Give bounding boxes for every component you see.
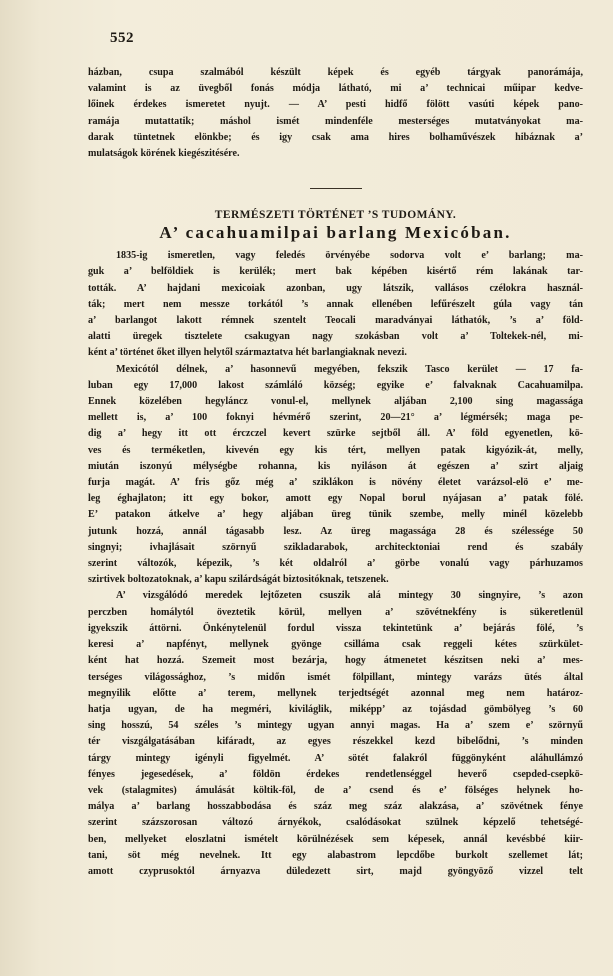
paragraph-1: [88, 248, 583, 361]
text-line: ramája mutattatik; máshol ismét mindenféle mesterséges mutatványokat ma-: [88, 115, 583, 127]
text-line: szirtivek boltozatoknak, a’ kapu szilárdságát biztositóknak, tetszenek.: [88, 574, 389, 586]
text-line: vek (stalagmites) ámulását költik-föl, de a’ csend és e’ fölséges helynek ho-: [88, 784, 583, 796]
text-line: ként hat hozzá. Szemeit most bezárja, hogy átmenetet készitsen neki a’ mes-: [88, 655, 583, 667]
text-line: málya a’ barlang hosszabbodása és száz meg száz alakzása, a’ szövétnek fénye: [88, 801, 583, 813]
text-line: szerint százszorosan változó árnyékok, csalódásokat szülnek képzelő tehetségé-: [88, 817, 583, 829]
text-line: házban, csupa szalmából készült képek és egyéb tárgyak panorámája,: [88, 67, 583, 78]
text-line: ták; mert nem messze torkától ’s annak ellenében lefűrészelt gúla vagy tán: [88, 298, 583, 310]
text-line: ben, mellyeket eloszlatni ismételt körülnézések sem képesek, annál kevésbbé kiir-: [88, 833, 583, 845]
text-line: furja magát. A’ fris gőz még a’ sziklákon is növény életet varázsol-elö e’ me-: [88, 477, 583, 489]
page-number: 552: [110, 30, 134, 46]
text-line: dig a’ hegy itt ott érczczel kevert szürke sejtből áll. A’ föld egyenetlen, kö-: [88, 428, 583, 440]
text-line: igyekszik áttörni. Önkénytelenül fordul vissza tekintetünk a’ bejárás fölé, ’s: [88, 622, 583, 634]
text-line: guk a’ belföldiek is kerülék; mert bak képében kisértő rém lakának tar-: [88, 266, 583, 278]
text-line: a’ barlangot lakott rémnek szentelt Teocali maradványai láthatók, ’s a’ föld-: [88, 315, 583, 327]
text-line: tani, söt még nevelnek. Itt egy alabastrom lepcdőbe burkolt szellemet lát;: [88, 849, 583, 861]
article-title: A’ cacahuamilpai barlang Mexicóban.: [159, 223, 512, 243]
text-line: szerint változók, képezik, ’s két oldalról a’ görbe vonalú vagy párhuzamos: [88, 558, 583, 570]
section-title: TERMÉSZETI TÖRTÉNET ’S TUDOMÁNY.: [214, 209, 457, 222]
text-line: ként a’ történet őket illyen helytől származtatva hét barlangiaknak nevezi.: [88, 347, 407, 359]
text-line: singnyi; ivhajlásait szörnyű szikladarabok, architecktoniai rend és szabály: [88, 541, 583, 553]
text-line: leg éghajlaton; itt egy bokor, amott egy Nopal borul nyájasan a’ patak fölé.: [88, 493, 583, 505]
text-line: sing hosszú, 54 széles ’s mintegy ugyan annyi magas. Ha a’ szem e’ szörnyű: [88, 720, 583, 732]
section-divider: [310, 188, 362, 189]
intro-paragraph: [88, 65, 583, 162]
text-line: keresi a’ napfényt, mellynek gyönge csilláma csak reggeli kétes szürkület-: [88, 639, 583, 651]
text-line: terséges világossághoz, ’s midőn ismét fölpillant, mintegy varázs ütés által: [88, 671, 583, 683]
text-line: Ennek közelében hegyláncz vonul-el, mellynek aljában 2,100 sing magassága: [88, 396, 583, 408]
text-line: tér viszgálgatásában kifáradt, az egyes részekkel kezd bibelődni, ’s minden: [88, 736, 583, 748]
text-line: tották. A’ hajdani mexicoiak azonban, ugy látszik, vallásos czélokra használ-: [88, 282, 583, 294]
text-line: perczben homálytól öveztetik körül, mellyen a’ szövétnekfény is sükeretlenül: [88, 606, 583, 618]
text-line: fényes jegesedések, a’ földön érdekes rendetlenséggel heverő csepded-csepkö-: [88, 768, 583, 780]
text-line: megnyilik előtte a’ terem, mellynek terjedtségét azonnal meg nem határoz-: [88, 687, 583, 699]
text-line: E’ patakon átkelve a’ hegy aljában üreg tünik szembe, melly minél közelebb: [88, 509, 583, 521]
text-line: tárgy mintegy igényli figyelmét. A’ sötét falakról függönyként aláhullámzó: [88, 752, 583, 764]
text-line: 1835-ig ismeretlen, vagy feledés örvényébe sodorva volt e’ barlang; ma-: [116, 250, 583, 262]
text-line: jutunk hozzá, annál tágasabb lesz. Az üreg magassága 28 és szélessége 50: [88, 525, 583, 537]
text-line: lőinek érdekes ismeretet nyujt. — A’ pesti hidfő fölött vasúti képek pano-: [88, 99, 583, 111]
text-line: valamint is az üvegből fonás módja látható, mi a’ technicai műipar kedve-: [88, 83, 583, 95]
text-line: mulatságok körének kiegészitésére.: [88, 148, 240, 160]
text-line: luban egy 17,000 lakost számláló község; egyike e’ falvaknak Cacahuamilpa.: [88, 379, 583, 391]
text-line: mellett is, a’ 100 foknyi hévmérő szerint, 20—21° a’ légmérsék; maga pe-: [88, 412, 583, 424]
text-line: darak tüntetnek elönkbe; és igy csak ama hires bolhaművészek hibáznak a’: [88, 131, 583, 143]
text-line: hatja ugyan, de ha megméri, kiviláglik, miképp’ az tojásdad gömbölyeg ’s 60: [88, 703, 583, 715]
text-line: ves és terméketlen, kivevén egy kis tért, mellyen patak kigyózik-át, melly,: [88, 444, 583, 456]
text-line: amott czyprusoktól árnyazva düledezett sirt, majd gyöngyöző vizzel telt: [88, 865, 583, 877]
paragraph-2: [88, 362, 583, 589]
text-line: miután iszonyú mélységbe rohanna, kis nyiláson át egészen a’ szirt aljaig: [88, 460, 583, 472]
text-line: alatti üregek tisztelete csakugyan nagy szokásban volt a’ Toltekek-nél, mi-: [88, 331, 583, 343]
text-line: A’ vizsgálódó meredek lejtőzeten csuszik alá mintegy 30 singnyire, ’s azon: [116, 590, 583, 602]
paragraph-3: [88, 588, 583, 880]
text-line: Mexicótól délnek, a’ hasonnevű megyében, fekszik Tasco kerület — 17 fa-: [116, 363, 583, 375]
